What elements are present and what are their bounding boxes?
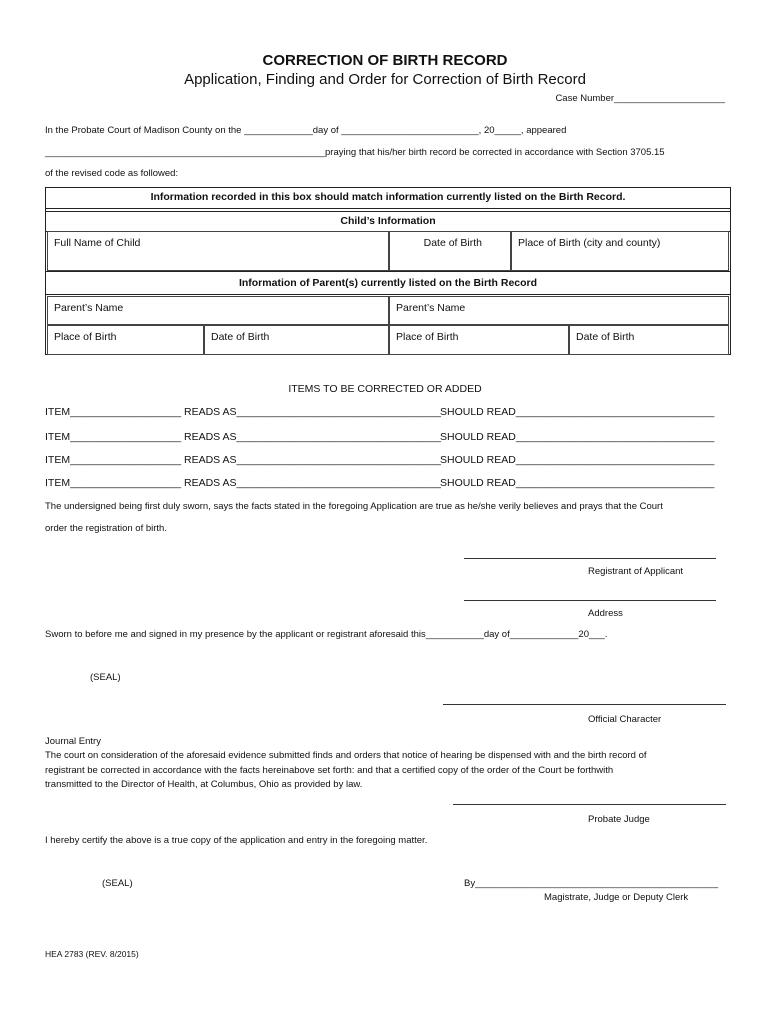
reads-as-4-field[interactable]: READS AS___________________________________ (184, 477, 441, 489)
probate-judge-signature-line[interactable] (453, 804, 726, 805)
parent-2-name-label: Parent’s Name (396, 302, 466, 314)
oath-line-1: The undersigned being first duly sworn, says the facts stated in the foregoing Application are true as he/she verily believes and prays that the Court (45, 501, 663, 512)
address-label: Address (588, 608, 623, 619)
parent-1-date-of-birth-field[interactable] (204, 325, 389, 355)
by-signature-field[interactable]: By______________________________________________ (464, 878, 719, 889)
sworn-statement: Sworn to before me and signed in my presence by the applicant or registrant aforesaid this___________day of_____________20___. (45, 629, 608, 640)
address-line[interactable] (464, 600, 716, 601)
child-date-of-birth-field[interactable] (389, 231, 511, 271)
magistrate-label: Magistrate, Judge or Deputy Clerk (544, 892, 689, 903)
probate-judge-label: Probate Judge (588, 814, 650, 825)
parent-2-date-of-birth-label: Date of Birth (576, 331, 635, 343)
child-place-of-birth-field[interactable] (511, 231, 729, 271)
child-info-heading: Child’s Information (45, 211, 731, 232)
reads-as-1-field[interactable]: READS AS___________________________________ (184, 406, 441, 418)
parent-1-name-field[interactable] (47, 296, 389, 325)
parent-1-place-of-birth-field[interactable] (47, 325, 204, 355)
item-3-field[interactable]: ITEM___________________ (45, 454, 182, 466)
should-read-4-field[interactable]: SHOULD READ__________________________________ (440, 477, 715, 489)
journal-line-1: The court on consideration of the aforesaid evidence submitted finds and orders that notice of hearing be dispensed with and the birth record of (45, 750, 647, 761)
items-heading: ITEMS TO BE CORRECTED OR ADDED (288, 383, 482, 395)
intro-line-1: In the Probate Court of Madison County on the _____________day of __________________________, 20_____, appeared (45, 125, 567, 136)
form-subtitle: Application, Finding and Order for Correction of Birth Record (184, 71, 586, 88)
info-box-notice: Information recorded in this box should match information currently listed on the Birth Record. (45, 187, 731, 209)
child-full-name-field[interactable] (47, 231, 389, 271)
parent-2-place-of-birth-label: Place of Birth (396, 331, 459, 343)
seal-2: (SEAL) (102, 878, 133, 889)
item-2-field[interactable]: ITEM___________________ (45, 431, 182, 443)
form-title: CORRECTION OF BIRTH RECORD (262, 52, 508, 69)
form-id: HEA 2783 (REV. 8/2015) (45, 949, 139, 959)
parent-1-place-of-birth-label: Place of Birth (54, 331, 117, 343)
reads-as-2-field[interactable]: READS AS___________________________________ (184, 431, 441, 443)
child-full-name-label: Full Name of Child (54, 237, 141, 249)
parents-info-heading: Information of Parent(s) currently listed on the Birth Record (45, 271, 731, 295)
item-4-field[interactable]: ITEM___________________ (45, 477, 182, 489)
parent-2-place-of-birth-field[interactable] (389, 325, 569, 355)
registrant-signature-line[interactable] (464, 558, 716, 559)
official-signature-line[interactable] (443, 704, 726, 705)
child-date-of-birth-label: Date of Birth (423, 237, 482, 249)
parent-1-name-label: Parent’s Name (54, 302, 124, 314)
parent-2-name-field[interactable] (389, 296, 729, 325)
should-read-1-field[interactable]: SHOULD READ__________________________________ (440, 406, 715, 418)
reads-as-3-field[interactable]: READS AS___________________________________ (184, 454, 441, 466)
oath-line-2: order the registration of birth. (45, 523, 167, 534)
certify-statement: I hereby certify the above is a true copy of the application and entry in the foregoing matter. (45, 835, 428, 846)
child-place-of-birth-label: Place of Birth (city and county) (518, 237, 661, 249)
should-read-2-field[interactable]: SHOULD READ__________________________________ (440, 431, 715, 443)
should-read-3-field[interactable]: SHOULD READ__________________________________ (440, 454, 715, 466)
journal-line-2: registrant be corrected in accordance with the facts hereinabove set forth: and that a certified copy of the order of the Court be forthwith (45, 765, 614, 776)
item-1-field[interactable]: ITEM___________________ (45, 406, 182, 418)
parent-1-date-of-birth-label: Date of Birth (211, 331, 270, 343)
registrant-label: Registrant of Applicant (588, 566, 684, 577)
journal-entry-heading: Journal Entry (45, 736, 101, 747)
case-number-field[interactable]: Case Number_____________________ (555, 93, 725, 104)
journal-line-3: transmitted to the Director of Health, at Columbus, Ohio as provided by law. (45, 779, 363, 790)
intro-line-3: of the revised code as followed: (45, 168, 179, 179)
official-character-label: Official Character (588, 714, 662, 725)
seal-1: (SEAL) (90, 672, 121, 683)
intro-line-2: _____________________________________________________praying that his/her birth record be corrected in accordance with Section 3705.15 (45, 147, 665, 158)
parent-2-date-of-birth-field[interactable] (569, 325, 729, 355)
